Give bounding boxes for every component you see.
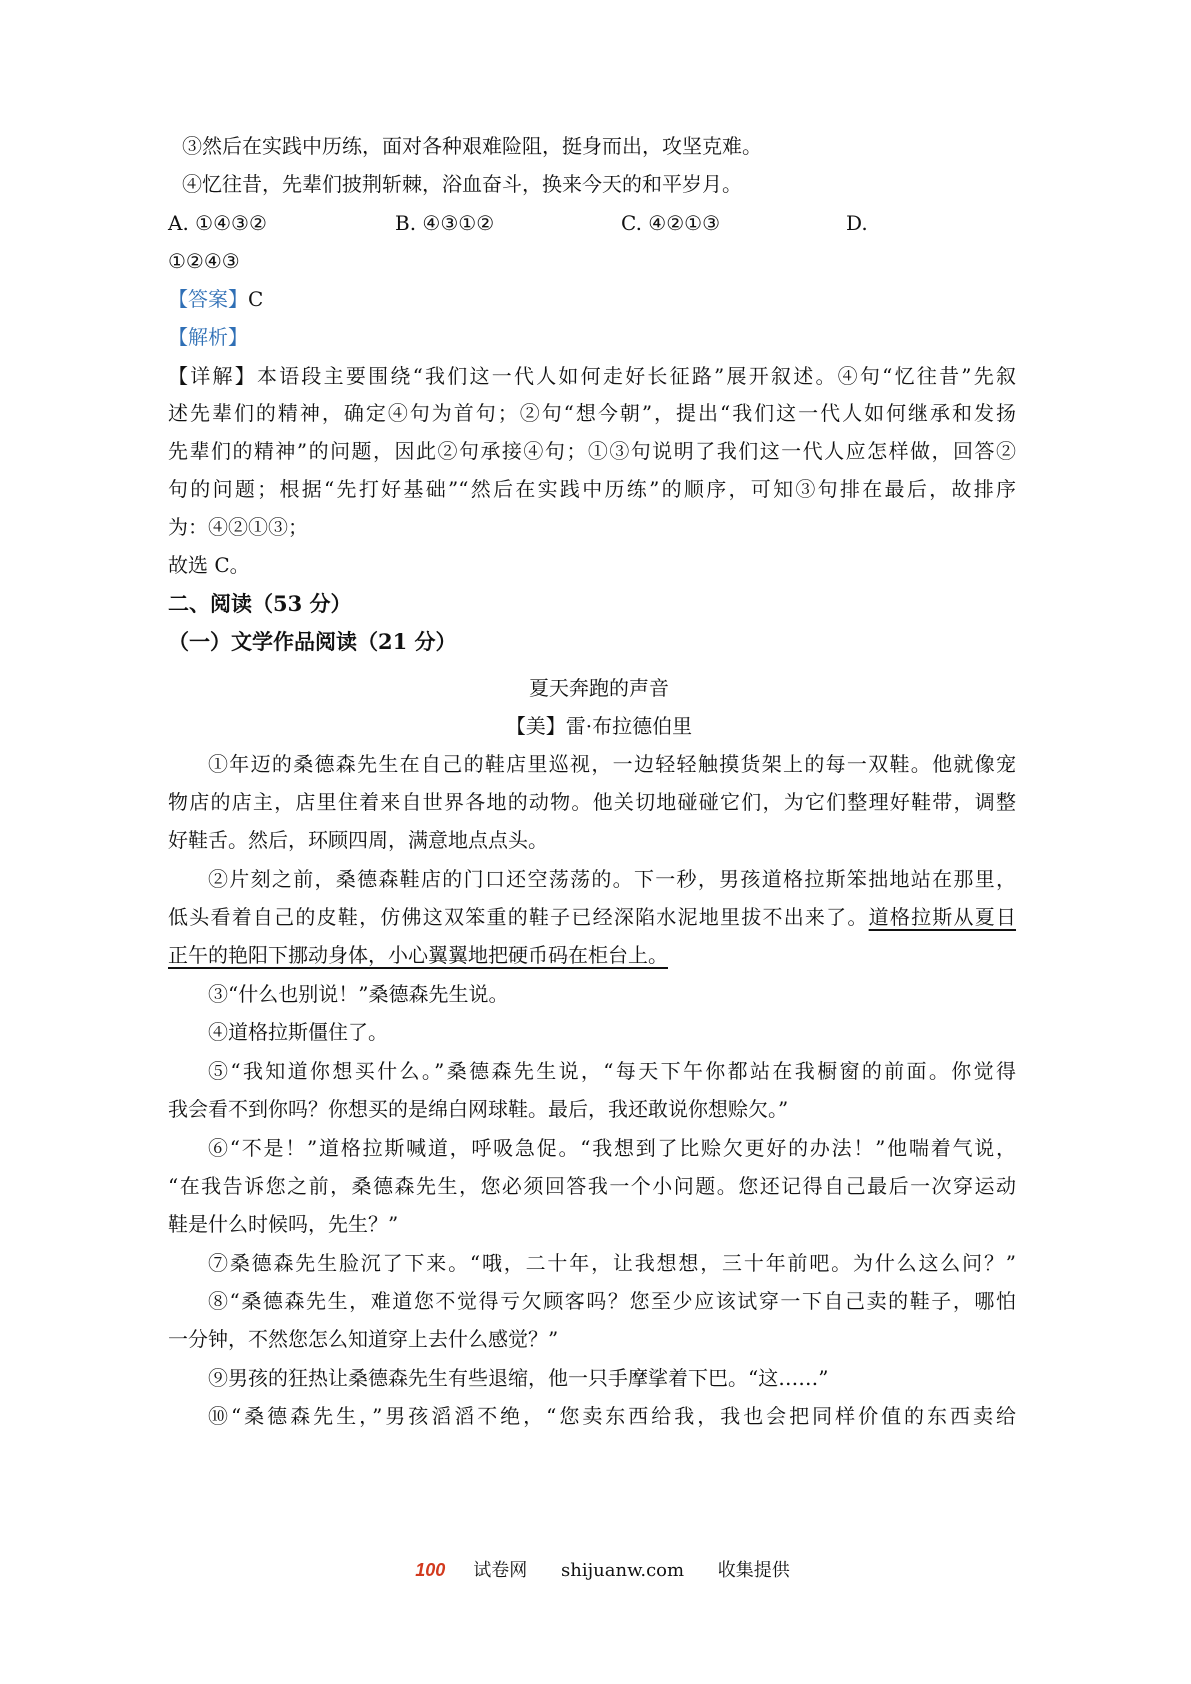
- analysis-text-1: 本语段主要围绕“我们这一代人如何走好长征路”展开叙述。④句“忆往昔”先叙: [256, 364, 1016, 388]
- answer-line: [168, 284, 263, 314]
- p1-line-2: [168, 787, 1016, 817]
- option-b: B. ④③①②: [395, 211, 495, 235]
- p2-line-1: [168, 864, 1016, 894]
- paragraph-8-text-1: ⑧“桑德森先生，难道您不觉得亏欠顾客吗？您至少应该试穿一下自己卖的鞋子，哪怕: [208, 1289, 1016, 1313]
- footer-domain-link[interactable]: shijuanw.com: [560, 1560, 685, 1581]
- p5-line-1: [168, 1056, 1016, 1086]
- footer-site-name: 试卷网: [473, 1560, 528, 1581]
- analysis-line-4: [168, 474, 1016, 504]
- detail-label: 【详解】: [168, 364, 257, 388]
- footer-brand: [401, 1560, 541, 1581]
- p8-line-2: 一分钟，不然您怎么知道穿上去什么感觉？”: [168, 1327, 559, 1351]
- p5-line-2: 我会看不到你吗？你想买的是绵白网球鞋。最后，我还敢说你想赊欠。”: [168, 1097, 789, 1121]
- paragraph-4: ④道格拉斯僵住了。: [208, 1020, 388, 1044]
- p7-line-1: [168, 1248, 1016, 1278]
- p2-line-2: [168, 902, 1016, 932]
- site-logo: 100: [415, 1560, 446, 1580]
- p2-underlined-text-1: 道格拉斯从夏日: [868, 905, 1017, 929]
- paragraph-2-text-1: ②片刻之前，桑德森鞋店的门口还空荡荡的。下一秒，男孩道格拉斯笨拙地站在那里，: [208, 867, 1016, 891]
- paragraph-6-text-1: ⑥“不是！”道格拉斯喊道，呼吸急促。“我想到了比赊欠更好的办法！”他喘着气说，: [208, 1136, 1016, 1160]
- option-d: D.: [846, 211, 868, 235]
- paragraph-1-text-2: 物店的店主，店里住着来自世界各地的动物。他关切地碰碰它们，为它们整理好鞋带，调整: [168, 790, 1016, 814]
- article-author: 【美】雷·布拉德伯里: [505, 714, 693, 738]
- analysis-text-4: 句的问题；根据“先打好基础”“然后在实践中历练”的顺序，可知③句排在最后，故排序: [168, 477, 1016, 501]
- analysis-text-2: 述先辈们的精神，确定④句为首句；②句“想今朝”，提出“我们这一代人如何继承和发扬: [168, 401, 1016, 425]
- analysis-conclusion: 故选 C。: [168, 553, 250, 577]
- section-sub-heading: （一）文学作品阅读（21 分）: [168, 629, 457, 654]
- p2-plain-text: 低头看着自己的皮鞋，仿佛这双笨重的鞋子已经深陷水泥地里拔不出来了。: [168, 905, 869, 929]
- article-title: 夏天奔跑的声音: [529, 676, 669, 700]
- p2-underlined-text-2: 正午的艳阳下挪动身体，小心翼翼地把硬币码在柜台上。: [168, 943, 668, 967]
- paragraph-9: ⑨男孩的狂热让桑德森先生有些退缩，他一只手摩挲着下巴。“这……”: [208, 1366, 829, 1390]
- paragraph-6-text-2: “在我告诉您之前，桑德森先生，您必须回答我一个小问题。您还记得自己最后一次穿运动: [168, 1174, 1016, 1198]
- paragraph-1-text-1: ①年迈的桑德森先生在自己的鞋店里巡视，一边轻轻触摸货架上的每一双鞋。他就像宠: [208, 752, 1016, 776]
- p6-line-2: [168, 1171, 1016, 1201]
- p1-line-3: 好鞋舌。然后，环顾四周，满意地点点头。: [168, 828, 548, 852]
- page-footer: [0, 1556, 1191, 1582]
- footer-credit: 收集提供: [717, 1560, 790, 1581]
- option-a: A. ①④③②: [168, 211, 267, 235]
- analysis-label: 【解析】: [168, 325, 248, 349]
- analysis-line-5: 为：④②①③；: [168, 515, 308, 539]
- paragraph-7-text: ⑦桑德森先生脸沉了下来。“哦，二十年，让我想想，三十年前吧。为什么这么问？”: [208, 1251, 1016, 1275]
- paragraph-3: ③“什么也别说！”桑德森先生说。: [208, 982, 509, 1006]
- option-d-continued: ①②④③: [168, 249, 240, 273]
- analysis-line-2: [168, 398, 1016, 428]
- answer-label: 【答案】: [168, 287, 248, 311]
- p6-line-1: [168, 1133, 1016, 1163]
- option-c: C. ④②①③: [621, 211, 721, 235]
- answer-value: C: [248, 287, 264, 311]
- p6-line-3: 鞋是什么时候吗，先生？”: [168, 1212, 399, 1236]
- paragraph-10-text: ⑩“桑德森先生，”男孩滔滔不绝，“您卖东西给我，我也会把同样价值的东西卖给: [208, 1404, 1016, 1428]
- p1-line-1: [168, 749, 1016, 779]
- analysis-line-3: [168, 436, 1016, 466]
- p8-line-1: [168, 1286, 1016, 1316]
- analysis-line-1: [168, 361, 1016, 391]
- analysis-text-3: 先辈们的精神”的问题，因此②句承接④句；①③句说明了我们这一代人应怎样做，回答②: [168, 439, 1016, 463]
- paragraph-5-text-1: ⑤“我知道你想买什么。”桑德森先生说，“每天下午你都站在我橱窗的前面。你觉得: [208, 1059, 1016, 1083]
- p10-line-1: [168, 1401, 1016, 1431]
- question-sentence-3: ③然后在实践中历练，面对各种艰难险阻，挺身而出，攻坚克难。: [182, 134, 762, 158]
- section-heading: 二、阅读（53 分）: [168, 591, 352, 616]
- question-sentence-4: ④忆往昔，先辈们披荆斩棘，浴血奋斗，换来今天的和平岁月。: [182, 172, 742, 196]
